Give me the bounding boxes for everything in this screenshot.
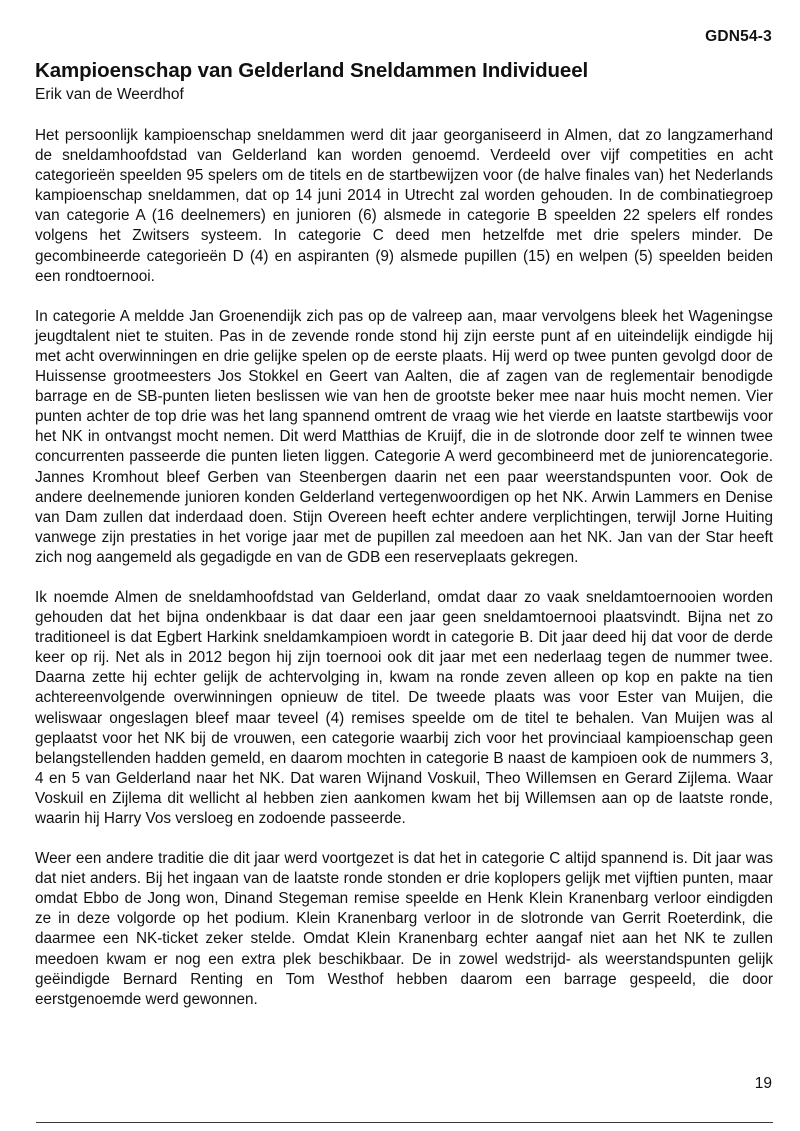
page-number: 19 bbox=[754, 1075, 772, 1092]
body-paragraph: In categorie A meldde Jan Groenendijk zich pas op de valreep aan, maar vervolgens bleek het Wageningse jeugdtalent niet te stuiten. Pas in de zevende ronde stond hij zijn eerste punt af en uiteindelijk eindigde hij met acht overwinningen en drie gelijke spelen op de eerste plaats. Hij werd op twee punten gevolgd door de Huissense grootmeesters Jos Stokkel en Geert van Aalten, die af zagen van de reglementair benodigde barrage en de SB-punten lieten beslissen wie van hen de grootste beker mee naar huis mocht nemen. Vier punten achter de top drie was het lang spannend omtrent de vraag wie het vierde en laatste startbewijs voor het NK in ontvangst mocht nemen. Dit werd Matthias de Kruijf, die in de slotronde door zelf te winnen twee concurrenten passeerde die punten lieten liggen. Categorie A werd gecombineerd met de juniorencategorie. Jannes Kromhout bleef Gerben van Steenbergen daarin net een paar weerstandspunten voor. Ook de andere deelnemende junioren konden Gelderland vertegenwoordigen op het NK. Arwin Lammers en Denise van Dam zullen dat inderdaad doen. Stijn Overeen heeft echter andere verplichtingen, terwijl Jorne Huiting vanwege zijn prestaties in het vorige jaar met de pupillen zal meedoen aan het NK. Jan van der Star heeft zich nog aangemeld als gegadigde en van de GDB een reserveplaats gekregen. bbox=[35, 307, 773, 566]
body-paragraph: Weer een andere traditie die dit jaar werd voortgezet is dat het in categorie C altijd spannend is. Dit jaar was dat niet anders. Bij het ingaan van de laatste ronde stonden er drie koplopers gelijk met vijftien punten, maar omdat Ebbo de Jong won, Dinand Stegeman remise speelde en Henk Klein Kranenbarg verloor eindigden ze in deze volgorde op het podium. Klein Kranenbarg verloor in de slotronde van Gerrit Roeterdink, die daarmee een NK-ticket zeker stelde. Omdat Klein Kranenbarg echter aangaf niet aan het NK te zullen meedoen kwam er nog een extra plek beschikbaar. De in zowel wedstrijd- als weerstandspunten gelijk geëindigde Bernard Renting en Tom Westhof hebben daarom een barrage gespeeld, die door eerstgenoemde werd gewonnen. bbox=[35, 850, 773, 1008]
article-body bbox=[35, 126, 773, 1010]
body-paragraph: Ik noemde Almen de sneldamhoofdstad van Gelderland, omdat daar zo vaak sneldamtoernooien worden gehouden dat het bijna ondenkbaar is dat daar een jaar geen sneldamtoernooi plaatsvindt. Bijna net zo traditioneel is dat Egbert Harkink sneldamkampioen wordt in categorie B. Dit jaar deed hij dat voor de derde keer op rij. Net als in 2012 begon hij zijn toernooi ook dit jaar met een nederlaag tegen de nummer twee. Daarna zette hij echter gelijk de achtervolging in, kwam na ronde zeven alleen op kop en pakte na tien achtereenvolgende overwinningen opnieuw de titel. De tweede plaats was voor Ester van Muijen, die weliswaar ongeslagen bleef maar teveel (4) remises speelde om de titel te behalen. Van Muijen was al geplaatst voor het NK bij de vrouwen, een categorie waarbij zich voor het provinciaal kampioenschap geen belangstellenden hadden gemeld, en daarom mochten in categorie B naast de kampioen ook de nummers 3, 4 en 5 van Gelderland naar het NK. Dat waren Wijnand Voskuil, Theo Willemsen en Gerard Zijlema. Waar Voskuil en Zijlema dit wellicht al hebben zien aankomen kwam het bij Willemsen aan op de laatste ronde, waarin hij Harry Vos versloeg en zodoende passeerde. bbox=[35, 588, 773, 827]
document-header-code: GDN54-3 bbox=[705, 28, 772, 45]
article-author: Erik van de Weerdhof bbox=[35, 86, 184, 103]
body-paragraph: Het persoonlijk kampioenschap sneldammen werd dit jaar georganiseerd in Almen, dat zo langzamerhand de sneldamhoofdstad van Gelderland kan worden genoemd. Verdeeld over vijf competities en acht categorieën speelden 95 spelers om de titels en de startbewijzen voor (de halve finales van) het Nederlands kampioenschap sneldammen, dat op 14 juni 2014 in Utrecht zal worden gehouden. In de combinatiegroep van categorie A (16 deelnemers) en junioren (6) alsmede in categorie B speelden 22 spelers elf rondes volgens het Zwitsers systeem. In categorie C deed men hetzelfde met drie spelers minder. De gecombineerde categorieën D (4) en aspiranten (9) alsmede pupillen (15) en welpen (5) speelden beiden een rondtoernooi. bbox=[35, 127, 773, 285]
article-content bbox=[35, 58, 773, 1010]
footer-divider bbox=[36, 1122, 773, 1123]
page-title: Kampioenschap van Gelderland Sneldammen Individueel bbox=[35, 59, 589, 82]
